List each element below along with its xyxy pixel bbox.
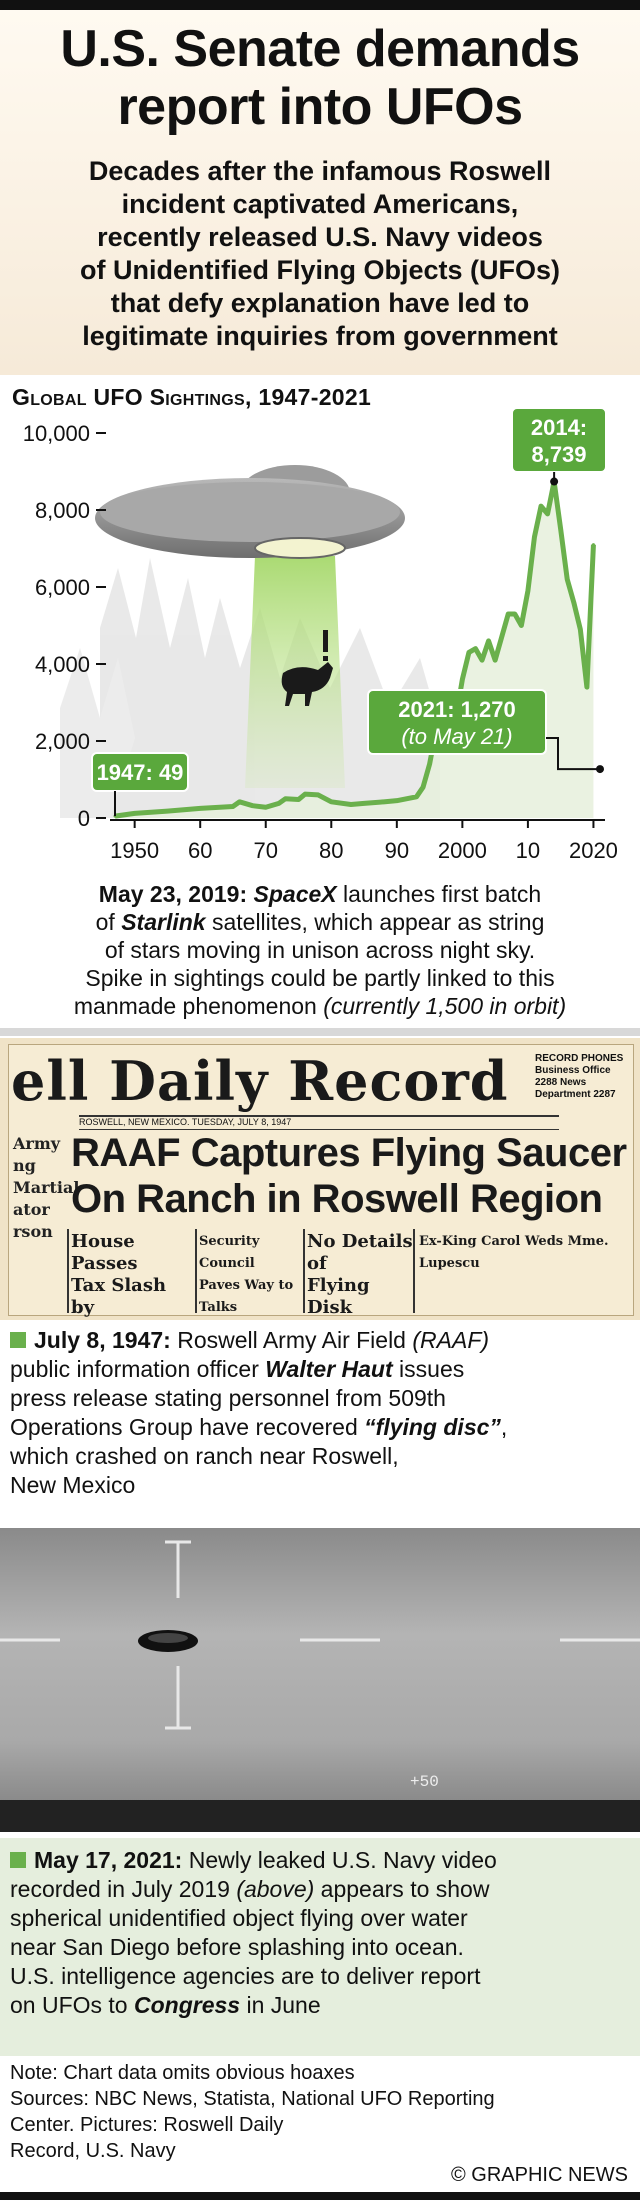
data-point [481, 659, 484, 662]
company-name: SpaceX [253, 881, 337, 907]
quoted-term: “flying disc” [364, 1414, 501, 1440]
newspaper-side-column [13, 1133, 80, 1243]
data-point [474, 647, 477, 650]
flying-saucer-illustration [95, 465, 405, 558]
data-point [415, 795, 418, 798]
data-point [461, 678, 464, 681]
caption-date: May 23, 2019: [98, 881, 248, 907]
data-point [395, 799, 398, 802]
navy-caption-panel [0, 1838, 640, 2056]
caption-text: of [95, 909, 122, 935]
data-point [428, 763, 431, 766]
column-rule [195, 1229, 197, 1313]
data-point [277, 802, 280, 805]
column-rule [303, 1229, 305, 1313]
annotation-2021-dot [596, 765, 604, 773]
intro-text [20, 155, 620, 353]
x-tick-label: 1950 [110, 838, 160, 863]
footer-sources: Center. Pictures: Roswell Daily [10, 2114, 284, 2136]
caption-text: spherical unidentified object flying over water [10, 1905, 468, 1931]
newspaper-masthead: ell Daily Record [11, 1049, 509, 1113]
caption-text: Roswell Army Air Field [170, 1327, 413, 1353]
newspaper-column-1 [71, 1231, 191, 1320]
annotation-2014-text: 8,739 [531, 442, 587, 467]
newspaper-page [8, 1044, 634, 1316]
data-point [494, 659, 497, 662]
institution-name: Congress [133, 1992, 241, 2018]
column-line: Tax Slash by [71, 1275, 167, 1318]
data-point [238, 800, 241, 803]
side-text: Army [13, 1134, 61, 1153]
caption-text: manmade phenomenon [73, 993, 324, 1019]
divider [0, 1028, 640, 1036]
y-tick-label: 0 [77, 806, 90, 831]
page-title [0, 20, 640, 136]
data-point [513, 612, 516, 615]
video-overlay [0, 1528, 640, 1832]
data-point [382, 800, 385, 803]
targeting-reticle [0, 1542, 640, 1728]
footer-sources: Sources: NBC News, Statista, National UFO Reporting [10, 2088, 495, 2110]
data-point [546, 512, 549, 515]
newspaper-column-4 [419, 1231, 629, 1275]
x-tick-label: 80 [319, 838, 344, 863]
intro-line: that defy explanation have led to [110, 288, 530, 318]
footer [10, 2060, 630, 2164]
column-rule [413, 1229, 415, 1313]
caption-text: appears to show [314, 1876, 490, 1902]
video-readout: +50 [410, 1773, 439, 1791]
newspaper-column-2 [199, 1231, 309, 1320]
data-point [297, 798, 300, 801]
data-point [533, 535, 536, 538]
y-tick-label: 6,000 [34, 575, 90, 600]
column-line [199, 1319, 309, 1320]
caption-date: May 17, 2021: [34, 1847, 183, 1873]
caption-text: Operations Group have recovered [10, 1414, 365, 1440]
caption-paren: (RAAF) [412, 1327, 490, 1353]
spacex-caption [20, 880, 620, 1020]
x-tick-label: 70 [253, 838, 278, 863]
data-point [520, 624, 523, 627]
y-tick-label: 8,000 [34, 498, 90, 523]
annotation-1947-text: 1947: 49 [96, 760, 184, 785]
caption-text: U.S. intelligence agencies are to deliver report [10, 1963, 481, 1989]
caption-text: in June [240, 1992, 321, 2018]
data-point [166, 810, 169, 813]
column-rule [67, 1229, 69, 1313]
side-text: ator [13, 1200, 50, 1219]
caption-text: press release stating personnel from 509th [10, 1385, 446, 1411]
data-point [487, 639, 490, 642]
data-point [507, 612, 510, 615]
data-point [579, 628, 582, 631]
data-point [284, 797, 287, 800]
person-name: Walter Haut [265, 1356, 393, 1382]
data-point [363, 802, 366, 805]
column-line: No Details of [307, 1231, 413, 1274]
caption-text: Newly leaked U.S. Navy video [182, 1847, 497, 1873]
data-point [566, 578, 569, 581]
column-line [71, 1319, 191, 1320]
caption-text: which crashed on ranch near Roswell, [10, 1443, 399, 1469]
newspaper-photo [0, 1038, 640, 1320]
video-bottom-band [0, 1800, 640, 1832]
data-point [317, 793, 320, 796]
caption-text: New Mexico [10, 1472, 136, 1498]
y-tick-label: 4,000 [34, 652, 90, 677]
caption-text: of stars moving in unison across night sky. [104, 937, 536, 963]
x-tick-label: 60 [187, 838, 213, 863]
data-point [264, 806, 267, 809]
data-point [422, 786, 425, 789]
data-point [572, 601, 575, 604]
caption-text: on UFOs to [10, 1992, 134, 2018]
annotation-2014-dot [550, 478, 558, 486]
annotation-2021-text: (to May 21) [401, 724, 513, 749]
caption-text: satellites, which appear as string [205, 909, 545, 935]
footer-note: Note: Chart data omits obvious hoaxes [10, 2062, 355, 2084]
title-line-2: report into UFOs [117, 78, 523, 136]
newspaper-phones: RECORD PHONES Business Office 2288 News Department 2287 [535, 1053, 624, 1100]
chart-svg [0, 408, 640, 878]
caption-date: July 8, 1947: [34, 1327, 171, 1353]
data-point [330, 800, 333, 803]
footer-sources: Record, U.S. Navy [10, 2140, 176, 2162]
intro-line: incident captivated Americans, [121, 189, 519, 219]
data-point [467, 651, 470, 654]
ufo-highlight [148, 1633, 188, 1643]
caption-paren: (currently 1,500 in orbit) [323, 993, 567, 1019]
chart [0, 408, 640, 878]
intro-line: legitimate inquiries from government [82, 321, 558, 351]
satellite-name: Starlink [121, 909, 206, 935]
top-bar [0, 0, 640, 10]
data-point [349, 803, 352, 806]
newspaper-headline-2: On Ranch in Roswell Region [71, 1177, 603, 1221]
column-line: Flying Disk [307, 1275, 370, 1318]
x-tick-label: 10 [515, 838, 541, 863]
data-point [304, 793, 307, 796]
data-point [526, 589, 529, 592]
caption-paren: (above) [236, 1876, 315, 1902]
caption-text: Spike in sightings could be partly linked to this [85, 965, 555, 991]
y-tick-label: 10,000 [22, 421, 90, 446]
annotation-2014-text: 2014: [530, 415, 588, 440]
side-text: rson [13, 1222, 53, 1241]
data-point [540, 505, 543, 508]
data-point [133, 812, 136, 815]
newspaper-column-3 [307, 1231, 413, 1320]
title-line-1: U.S. Senate demands [60, 20, 580, 78]
data-point [199, 807, 202, 810]
navy-video-still [0, 1528, 640, 1832]
data-point [585, 686, 588, 689]
column-line [307, 1319, 413, 1320]
data-point [231, 805, 234, 808]
caption-text: recorded in July 2019 [10, 1876, 237, 1902]
footer-credit: © GRAPHIC NEWS [451, 2164, 628, 2186]
navy-caption [10, 1846, 630, 2020]
intro-line: recently released U.S. Navy videos [97, 222, 543, 252]
bullet-square-icon [10, 1852, 26, 1868]
data-point [592, 543, 595, 546]
column-line: Ex-King Carol Weds Mme. Lupescu [419, 1234, 609, 1271]
y-tick-label: 2,000 [34, 729, 90, 754]
x-tick-label: 90 [384, 838, 410, 863]
column-line: House Passes [71, 1231, 138, 1274]
side-text: Martial [13, 1178, 80, 1197]
chart-title: Global UFO Sightings, 1947-2021 [12, 384, 372, 410]
side-text: ng [13, 1156, 36, 1175]
data-point [251, 804, 254, 807]
intro-line: Decades after the infamous Roswell [88, 156, 552, 186]
annotation-2021-text: 2021: 1,270 [398, 697, 516, 722]
x-tick-label: 2000 [437, 838, 487, 863]
bullet-square-icon [10, 1332, 26, 1348]
caption-text: issues [392, 1356, 465, 1382]
roswell-caption [10, 1326, 630, 1526]
x-tick-label: 2020 [568, 838, 618, 863]
data-point [559, 528, 562, 531]
column-line: Security Council [199, 1234, 260, 1271]
newspaper-dateline: ROSWELL, NEW MEXICO. TUESDAY, JULY 8, 1947 [79, 1115, 559, 1130]
caption-text: launches first batch [336, 881, 542, 907]
column-line: Paves Way to Talks [199, 1278, 294, 1315]
caption-text: public information officer [10, 1356, 266, 1382]
newspaper-headline-1: RAAF Captures Flying Saucer [71, 1131, 627, 1175]
caption-text: near San Diego before splashing into ocean. [10, 1934, 464, 1960]
caption-text: , [500, 1414, 508, 1440]
intro-line: of Unidentified Flying Objects (UFOs) [79, 255, 560, 285]
bottom-bar [0, 2192, 640, 2200]
data-point [500, 636, 503, 639]
